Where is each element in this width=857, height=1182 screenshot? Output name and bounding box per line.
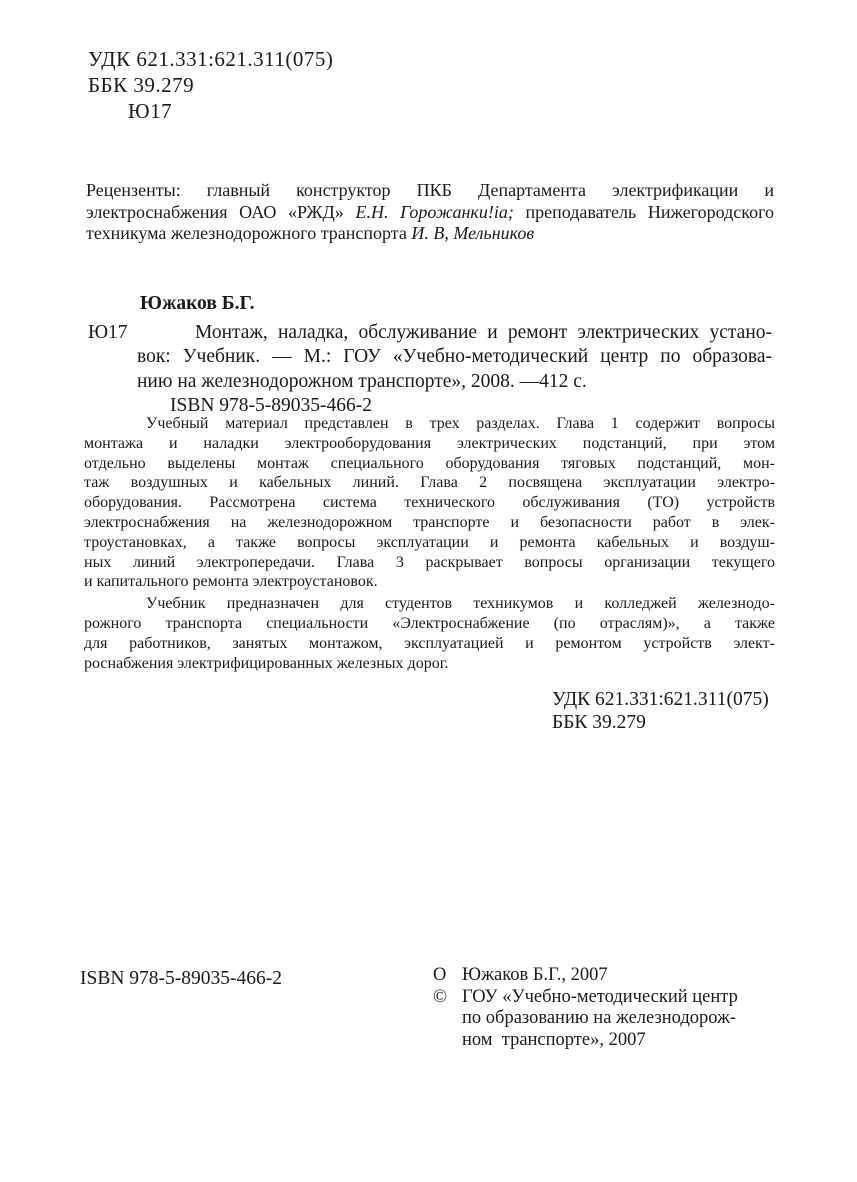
text-line: электроснабжения на железнодорожном транспорте и безопасности работ в элек- [84, 513, 775, 531]
bbk-code: ББК 39.279 [552, 712, 646, 733]
author-sign-code: Ю17 [88, 321, 128, 343]
text-line: монтажа и наладки электрооборудования электрических подстанций, при этом [84, 434, 775, 452]
reviewers-text: преподаватель Нижегородского [525, 201, 775, 222]
copyright-text: Южаков Б.Г., 2007 [462, 965, 608, 985]
text-line: таж воздушных и кабельных линий. Глава 2 посвящена эксплуатации электро- [84, 474, 775, 492]
copyright-entry [433, 987, 738, 1052]
text-line: вок: Учебник. — М.: ГОУ «Учебно-методический центр по образова- [137, 346, 772, 367]
udk-code: УДК 621.331:621.311(075) [88, 47, 334, 71]
text-line: оборудования. Рассмотрена система технического обслуживания (ТО) устройств [84, 494, 775, 512]
classification-codes-top [88, 46, 333, 124]
annotation-block [84, 414, 775, 673]
text-line: ных линий электропередачи. Глава 3 раскрывает вопросы организации текущего [84, 553, 775, 571]
isbn-number: ISBN 978-5-89035-466-2 [80, 968, 283, 989]
reviewer-name: Е.Н. Горожанки!iа; [355, 201, 514, 222]
text-line: роснабжения электрифицированных железных дорог. [84, 654, 449, 672]
reviewers-paragraph [86, 180, 774, 245]
text-line: ном транспорте», 2007 [462, 1029, 646, 1050]
copyright-holder [462, 987, 738, 1052]
bibliographic-record [88, 292, 774, 419]
record-text [137, 321, 772, 395]
author-sign-code: Ю17 [128, 99, 173, 123]
text-line: ГОУ «Учебно-методический центр [462, 986, 738, 1007]
copyright-entry [433, 965, 738, 987]
reviewers-text: электроснабжения ОАО «РЖД» [86, 201, 344, 222]
book-author: Южаков Б.Г. [140, 293, 255, 314]
text-line: Учебник предназначен для студентов техникумов и колледжей железнодо- [146, 595, 775, 613]
reviewer-name: И. В, Мельников [411, 223, 535, 243]
copyright-holder [462, 965, 738, 987]
copyright-block [433, 965, 738, 1051]
reviewers-line: Рецензенты: главный конструктор ПКБ Департамента электрификации и [86, 180, 774, 200]
annotation-paragraph [84, 594, 775, 673]
annotation-paragraph [84, 414, 775, 592]
text-line: по образованию на железнодорож- [462, 1008, 737, 1028]
text-line: для работников, занятых монтажом, эксплуатацией и ремонтом устройств элект- [84, 634, 775, 652]
copyright-mark: О [433, 965, 447, 985]
text-line: и капитального ремонта электроустановок. [84, 573, 378, 591]
copyright-symbol: © [433, 986, 448, 1007]
text-line: отдельно выделены монтаж специального оборудования тяговых подстанций, мон- [84, 454, 775, 472]
text-line: Учебный материал представлен в трех разделах. Глава 1 содержит вопросы [146, 415, 775, 432]
text-line: троустановках, а также вопросы эксплуатации и ремонта кабельных и воздуш- [84, 533, 775, 551]
text-line: рожного транспорта специальности «Электроснабжение (по отраслям)», а также [84, 614, 775, 632]
reviewers-line [86, 202, 774, 224]
record-row [88, 321, 774, 395]
reviewers-line [86, 223, 774, 245]
udk-code: УДК 621.331:621.311(075) [552, 689, 769, 710]
isbn-number: ISBN 978-5-89035-466-2 [170, 395, 373, 416]
bbk-code: ББК 39.279 [88, 73, 195, 97]
text-line: Монтаж, наладка, обслуживание и ремонт электрических устано- [195, 321, 772, 343]
classification-codes-bottom [552, 688, 769, 734]
reviewers-text: техникума железнодорожного транспорта [86, 223, 407, 243]
text-line: нию на железнодорожном транспорте», 2008. —412 с. [137, 370, 587, 392]
